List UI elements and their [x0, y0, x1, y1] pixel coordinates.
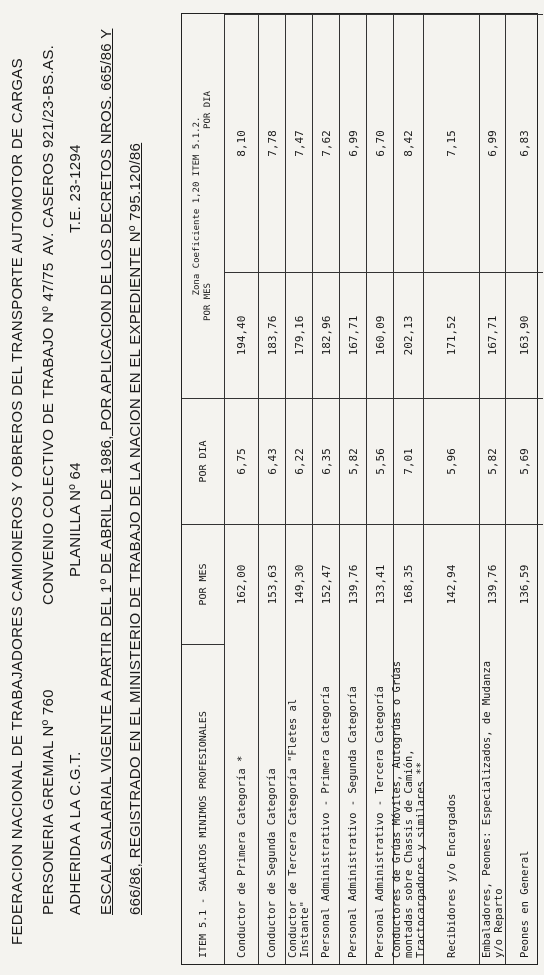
row-label: Personal Administrativo - Tercera Categoría [367, 644, 394, 964]
zone-col-mes: POR MES [203, 283, 213, 321]
cell-dia: 5,56 [367, 398, 394, 524]
row-label: Embaladores, Peones: Especializados, de Mudanza y/o Reparto [480, 644, 506, 964]
cell-dia: 6,22 [286, 398, 313, 524]
col-header-mes: POR MES [182, 524, 225, 644]
cell-zone-dia: 7,15 [424, 14, 480, 272]
cell-mes: 142,94 [424, 524, 480, 644]
adherida-cgt: ADHERIDA A LA C.G.T. [67, 751, 84, 915]
cell-zone-dia: 6,99 [480, 14, 506, 272]
address: AV. CASEROS 921/23-BS.AS. [40, 44, 57, 255]
cell-zone-dia: 6,83 [506, 14, 543, 272]
personeria-gremial: PERSONERIA GREMIAL Nº 760 [40, 689, 57, 915]
col-header-dia: POR DIA [182, 398, 225, 524]
cell-zone-dia: 7,78 [259, 14, 286, 272]
cell-zone-dia: 8,42 [394, 14, 424, 272]
zone-header-title: Zona Coeficiente 1,20 ITEM 5.1.2. [192, 116, 202, 296]
cell-mes: 152,47 [313, 524, 340, 644]
cell-zone-mes: 179,16 [286, 272, 313, 398]
cell-zone-mes: 160,09 [367, 272, 394, 398]
registro-line: 666/86, REGISTRADO EN EL MINISTERIO DE TRABAJO DE LA NACION EN EL EXPEDIENTE Nº 795.120/86 [127, 142, 144, 915]
item-header: ITEM 5.1 - SALARIOS MINIMOS PROFESIONALES [182, 644, 225, 964]
federation-title: FEDERACION NACIONAL DE TRABAJADORES CAMIONEROS Y OBREROS DEL TRANSPORTE AUTOMOTOR DE CARGAS [9, 58, 26, 945]
cell-dia: 6,35 [313, 398, 340, 524]
row-label: Conductor de Primera Categoría * [225, 644, 259, 964]
cell-zone-mes: 171,52 [424, 272, 480, 398]
telephone: T.E. 23-1294 [67, 144, 84, 233]
salary-table [181, 13, 538, 965]
cell-dia: 5,82 [340, 398, 367, 524]
cell-zone-mes: 183,76 [259, 272, 286, 398]
cell-zone-mes: 167,71 [340, 272, 367, 398]
cell-zone-mes: 167,71 [480, 272, 506, 398]
cell-dia: 5,69 [506, 398, 543, 524]
cell-mes: 139,76 [480, 524, 506, 644]
zone-subheaders [203, 14, 214, 398]
cell-zone-mes: 202,13 [394, 272, 424, 398]
row-label: Peones en General [518, 850, 531, 958]
cell-mes: 136,59 [506, 524, 543, 644]
row-label: Conductor de Tercera Categoría "Fletes al Instante" [286, 644, 313, 964]
cell-zone-dia: 7,47 [286, 14, 313, 272]
convenio-colectivo: CONVENIO COLECTIVO DE TRABAJO Nº 47/75 [40, 262, 57, 605]
cell-zone-dia: 6,99 [340, 14, 367, 272]
zone-col-dia: POR DIA [203, 91, 213, 129]
cell-dia: 6,75 [225, 398, 259, 524]
planilla-number: PLANILLA Nº 64 [67, 462, 84, 577]
zone-header [182, 14, 225, 398]
cell-mes: 168,35 [394, 524, 424, 644]
cell-mes: 149,30 [286, 524, 313, 644]
cell-mes: 133,41 [367, 524, 394, 644]
cell-dia: 5,82 [480, 398, 506, 524]
cell-mes: 139,76 [340, 524, 367, 644]
cell-dia: 6,43 [259, 398, 286, 524]
row-label: Recibidores y/o Encargados [424, 644, 480, 964]
cell-dia: 5,96 [424, 398, 480, 524]
cell-zone-dia: 7,62 [313, 14, 340, 272]
cell-mes: 153,63 [259, 524, 286, 644]
row-label: Conductores de Grúas Móviles, Autogrúas o Grúas montadas sobre Chassis de Camión, Tractocargadores y similares ** [394, 644, 424, 964]
row-label: Conductor de Segunda Categoría [259, 644, 286, 964]
cell-mes: 162,00 [225, 524, 259, 644]
cell-zone-mes: 182,96 [313, 272, 340, 398]
escala-salarial-line: ESCALA SALARIAL VIGENTE A PARTIR DEL 1º DE ABRIL DE 1986, POR APLICACION DE LOS DECRETOS NROS. 665/86 Y [98, 28, 115, 915]
row-label: Personal Administrativo - Primera Categoría [313, 644, 340, 964]
cell-zone-mes: 163,90 [506, 272, 543, 398]
cell-dia: 7,01 [394, 398, 424, 524]
row-label: Personal Administrativo - Segunda Categoría [340, 644, 367, 964]
cell-zone-dia: 8,10 [225, 14, 259, 272]
cell-zone-dia: 6,70 [367, 14, 394, 272]
cell-zone-mes: 194,40 [225, 272, 259, 398]
